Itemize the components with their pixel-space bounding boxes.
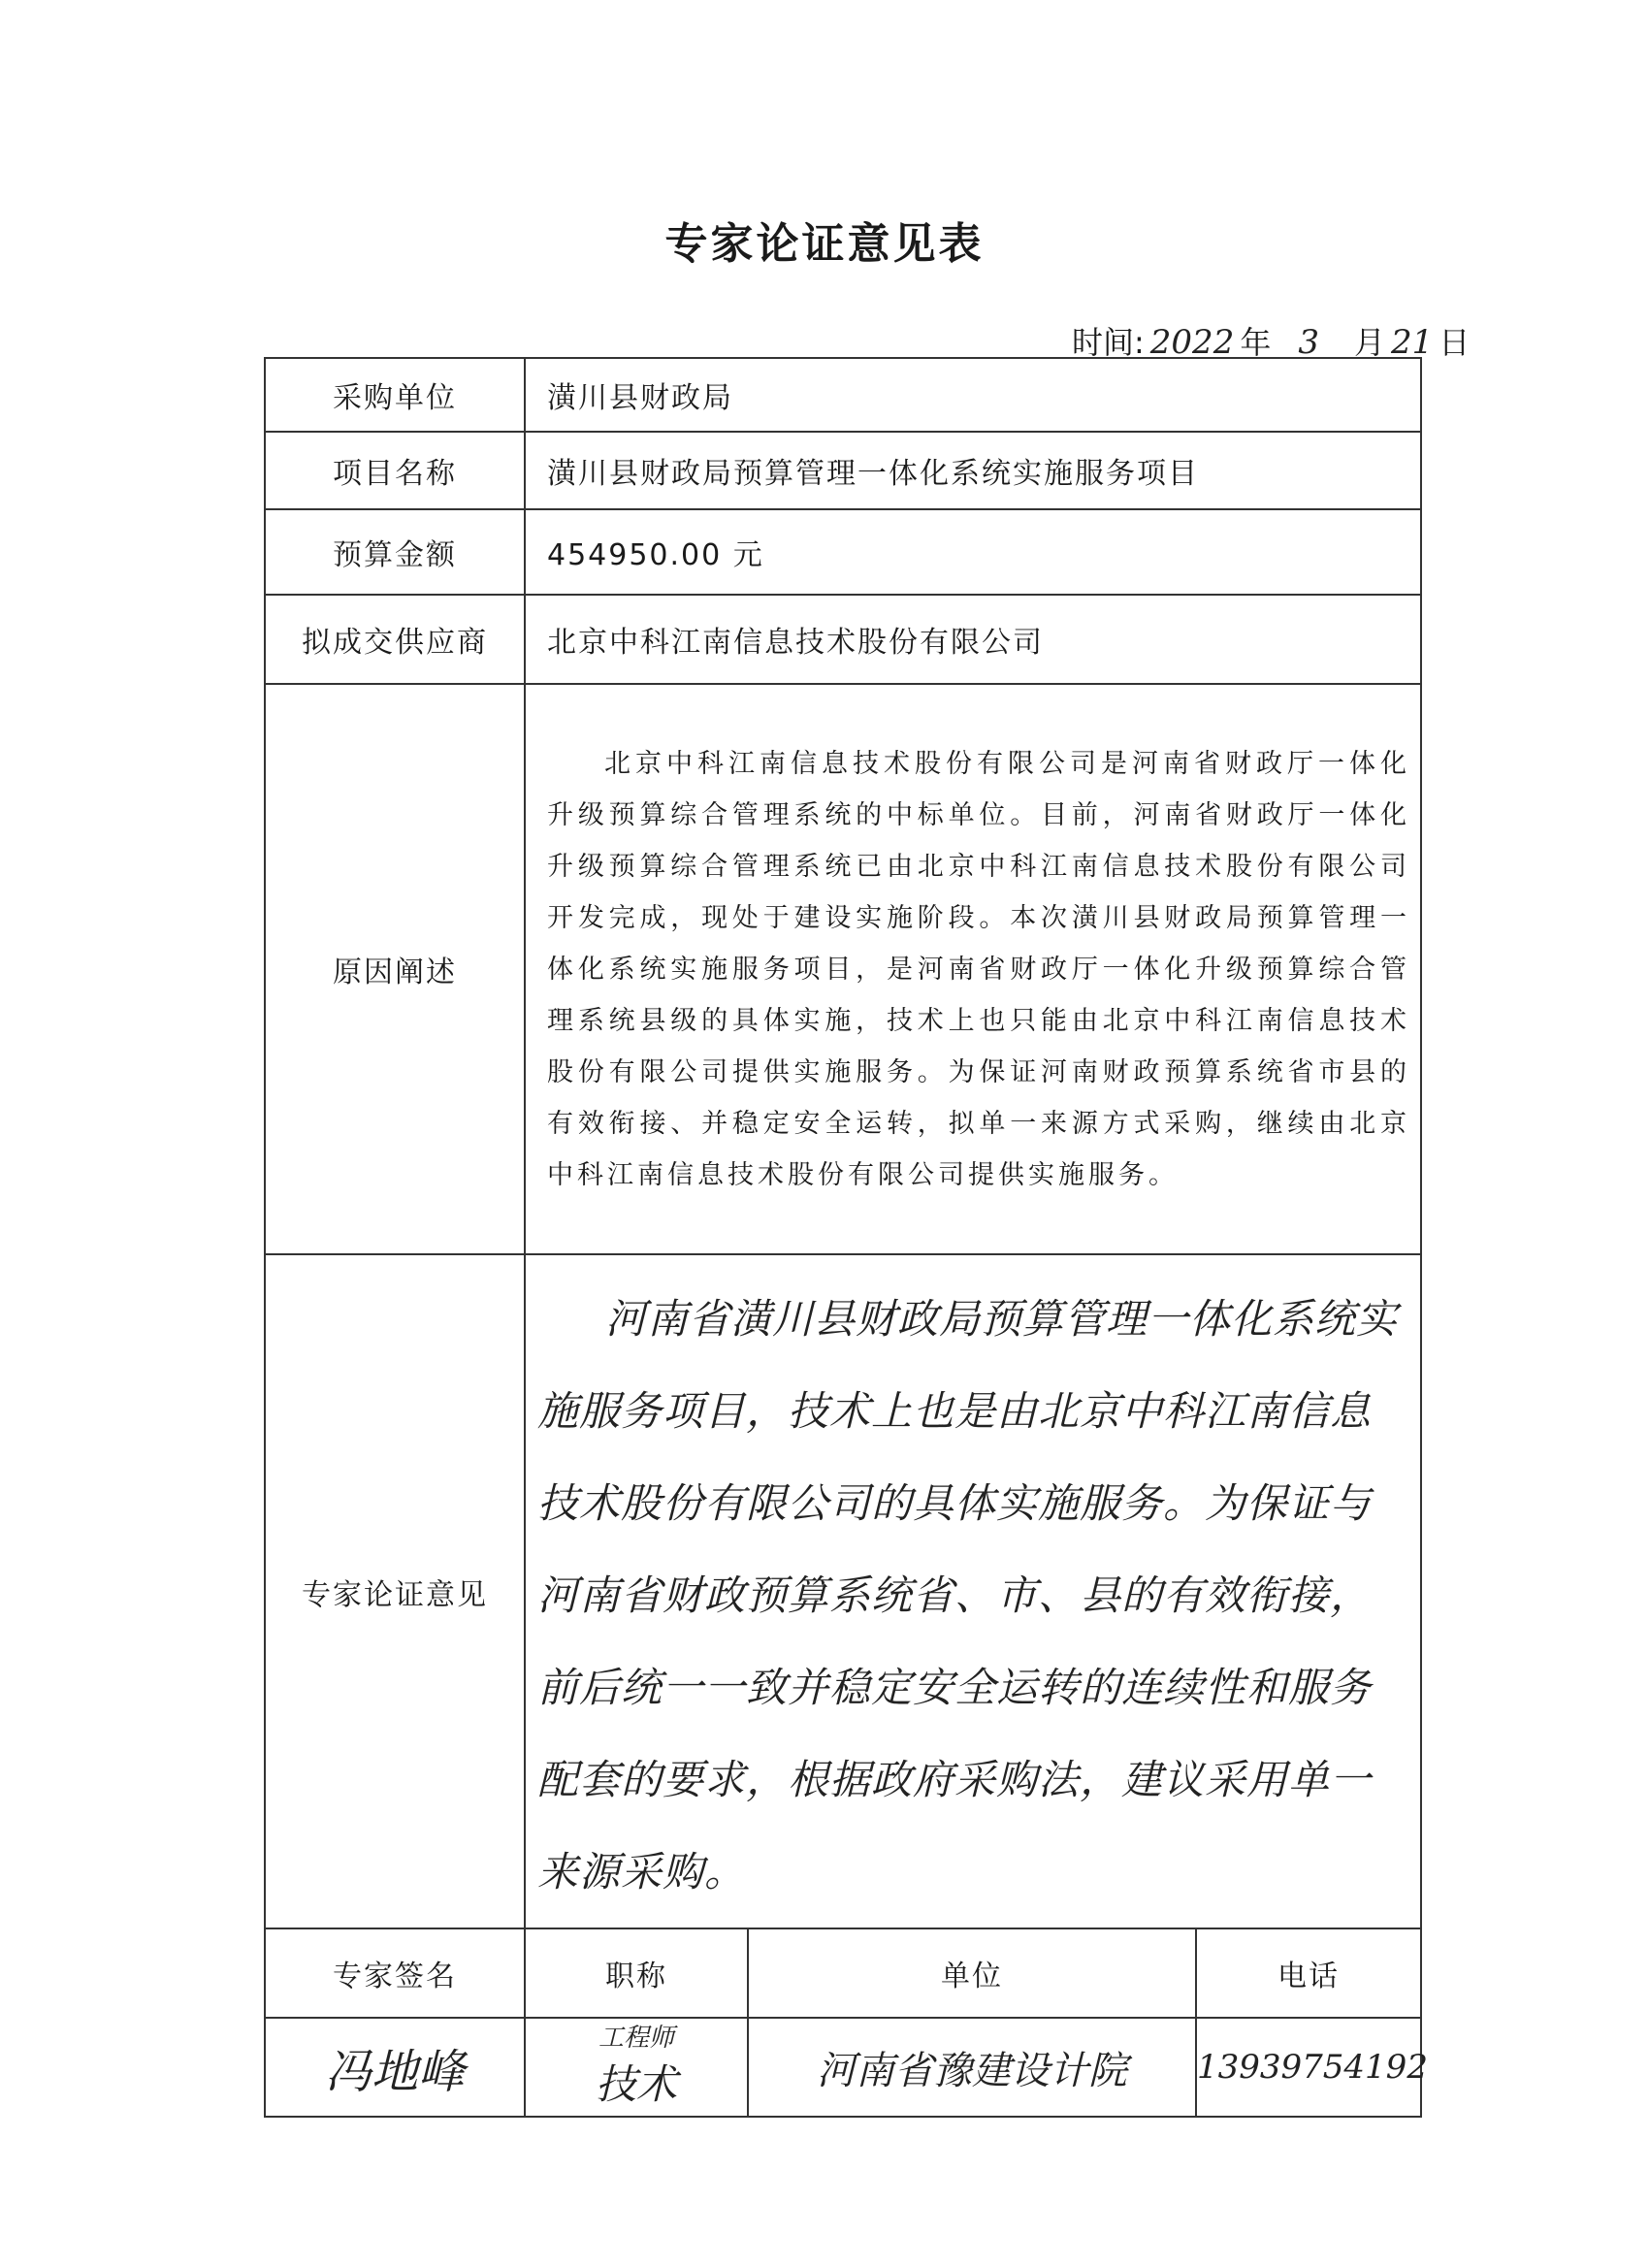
title-value xyxy=(525,2018,748,2117)
row-reason xyxy=(265,684,1421,1254)
expert-opinion-form xyxy=(264,357,1428,2118)
project-label: 项目名称 xyxy=(265,432,525,509)
unit-value: 河南省豫建设计院 xyxy=(748,2018,1196,2117)
date-year-unit: 年 xyxy=(1240,324,1272,361)
supplier-label: 拟成交供应商 xyxy=(265,595,525,684)
phone-value: 13939754192 xyxy=(1196,2018,1421,2117)
project-value: 潢川县财政局预算管理一体化系统实施服务项目 xyxy=(525,432,1421,509)
date-day-unit: 日 xyxy=(1439,324,1471,361)
row-signature-header xyxy=(265,1928,1421,2018)
expert-signature: 冯地峰 xyxy=(265,2018,525,2117)
date-month: 3 xyxy=(1298,323,1319,362)
title-header: 职称 xyxy=(525,1928,748,2018)
expert-signature-header: 专家签名 xyxy=(265,1928,525,2018)
row-opinion xyxy=(265,1254,1421,1928)
row-project xyxy=(265,432,1421,509)
purchaser-label: 采购单位 xyxy=(265,358,525,432)
title-value-top: 工程师 xyxy=(598,2024,674,2053)
opinion-label: 专家论证意见 xyxy=(265,1254,525,1928)
date-label: 时间: xyxy=(1072,324,1145,361)
opinion-handwritten-text xyxy=(525,1254,1421,1928)
unit-header: 单位 xyxy=(748,1928,1196,2018)
budget-value: 454950.00 元 xyxy=(525,509,1421,595)
date-day: 21 xyxy=(1391,323,1434,362)
reason-text xyxy=(525,684,1421,1254)
budget-label: 预算金额 xyxy=(265,509,525,595)
form-title: 专家论证意见表 xyxy=(664,219,985,269)
row-signature-values xyxy=(265,2018,1421,2117)
row-budget xyxy=(265,509,1421,595)
supplier-value: 北京中科江南信息技术股份有限公司 xyxy=(525,595,1421,684)
row-supplier xyxy=(265,595,1421,684)
row-purchaser xyxy=(265,358,1421,432)
reason-label: 原因阐述 xyxy=(265,684,525,1254)
date-year: 2022 xyxy=(1149,323,1235,362)
date-month-unit: 月 xyxy=(1353,324,1385,361)
reason-paragraph: 北京中科江南信息技术股份有限公司是河南省财政厅一体化升级预算综合管理系统的中标单位。目前，河南省财政厅一体化升级预算综合管理系统已由北京中科江南信息技术股份有限公司开发完成，现处于建设实施阶段。本次潢川县财政局预算管理一体化系统实施服务项目，是河南省财政厅一体化升级预算综合管理系统县级的具体实施，技术上也只能由北京中科江南信息技术股份有限公司提供实施服务。为保证河南财政预算系统省市县的有效衔接、并稳定安全运转，拟单一来源方式采购，继续由北京中科江南信息技术股份有限公司提供实施服务。 xyxy=(547,748,1410,1190)
opinion-paragraph: 河南省潢川县财政局预算管理一体化系统实施服务项目，技术上也是由北京中科江南信息技术股份有限公司的具体实施服务。为保证与河南省财政预算系统省、市、县的有效衔接，前后统一一致并稳定安全运转的连续性和服务配套的要求，根据政府采购法，建议采用单一来源采购。 xyxy=(537,1295,1399,1895)
title-value-bottom: 技术 xyxy=(595,2060,677,2108)
phone-header: 电话 xyxy=(1196,1928,1421,2018)
purchaser-value: 潢川县财政局 xyxy=(525,358,1421,432)
